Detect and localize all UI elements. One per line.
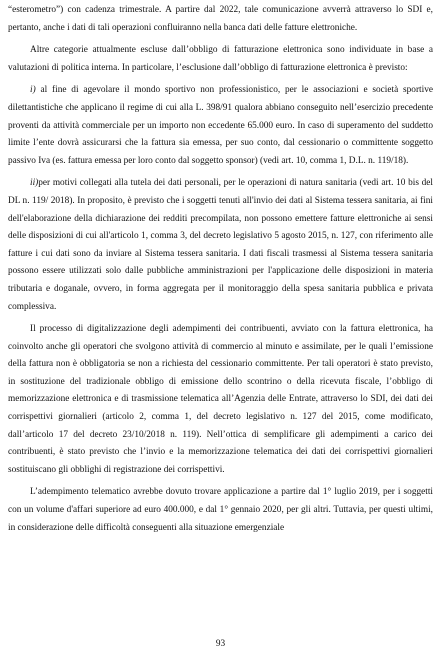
item-marker-ii: ii) xyxy=(30,178,39,189)
item-marker-i: i) xyxy=(30,85,36,96)
paragraph-digitalizzazione: Il processo di digitalizzazione degli adempimenti dei contribuenti, avviato con la fattura elettronica, ha coinvolto anche gli operatori che svolgono attività di commercio al minuto e assimilate, per le quali l’emissione della fattura non è obbligatoria se non a richiesta del cessionario committente. Per tali operatori è stato previsto, in sostituzione del tradizionale obbligo di emissione dello scontrino o della ricevuta fiscale, l’obbligo di memorizzazione elettronica e di trasmissione telematica all’Agenzia delle Entrate, attraverso lo SDI, dei dati dei corrispettivi giornalieri (articolo 2, comma 1, del decreto legislativo n. 127 del 2015, come modificato, dall’articolo 17 del decreto 23/10/2018 n. 119). Nell’ottica di semplificare gli adempimenti a carico dei contribuenti, è stato previsto che l’invio e la memorizzazione telematica dei dati dei corrispettivi giornalieri sostituiscano gli obblighi di registrazione dei corrispettivi. xyxy=(8,324,433,475)
item-text-ii: per motivi collegati alla tutela dei dati personali, per le operazioni di natura sanitaria (vedi art. 10 bis del DL n. 119/ 2018). In proposito, è previsto che i soggetti tenuti all'invio dei dati al Sistema tessera sanitaria, ai fini dell'elaborazione della dichiarazione dei redditi precompilata, non possono emettere fatture elettroniche ai sensi delle disposizioni di cui all'articolo 1, comma 3, del decreto legislativo 5 agosto 2015, n. 127, con riferimento alle fatture i cui dati sono da inviare al Sistema tessera sanitaria. I dati fiscali trasmessi al Sistema tessera sanitaria possono essere utilizzati solo dalle pubbliche amministrazioni per l'applicazione delle disposizioni in materia tributaria e doganale, ovvero, in forma aggregata per il monitoraggio della spesa sanitaria pubblica e privata complessiva. xyxy=(8,178,433,312)
paragraph-altre-categorie: Altre categorie attualmente escluse dall’obbligo di fatturazione elettronica sono individuate in base a valutazioni di politica interna. In particolare, l’esclusione dall’obbligo di fatturazione elettronica è previsto: xyxy=(8,45,433,73)
paragraph-item-i xyxy=(8,82,433,170)
paragraph-item-ii xyxy=(8,175,433,316)
page-number: 93 xyxy=(215,639,226,649)
paragraph-adempimento-telematico: L’adempimento telematico avrebbe dovuto trovare applicazione a partire dal 1° luglio 2019, per i soggetti con un volume d'affari superiore ad euro 400.000, e dal 1° gennaio 2020, per gli altri. Tuttavia, per questi ultimi, in considerazione delle difficoltà conseguenti alla situazione emergenziale xyxy=(8,487,433,533)
paragraph-esterometro: “esterometro”) con cadenza trimestrale. A partire dal 2022, tale comunicazione avverrà attraverso lo SDI e, pertanto, anche i dati di tali operazioni confluiranno nella banca dati delle fatture elettroniche. xyxy=(8,5,433,33)
item-text-i: al fine di agevolare il mondo sportivo non professionistico, per le associazioni e società sportive dilettantistiche che applicano il regime di cui alla L. 398/91 qualora abbiano conseguito nell’esercizio precedente proventi da attività commerciale per un importo non eccedente 65.000 euro. In caso di superamento del suddetto limite l’ente dovrà assicurarsi che la fattura sia emessa, per suo conto, dal cessionario o committente soggetto passivo Iva (es. fattura emessa per loro conto dal soggetto sponsor) (vedi art. 10, comma 1, D.L. n. 119/18). xyxy=(8,85,433,166)
